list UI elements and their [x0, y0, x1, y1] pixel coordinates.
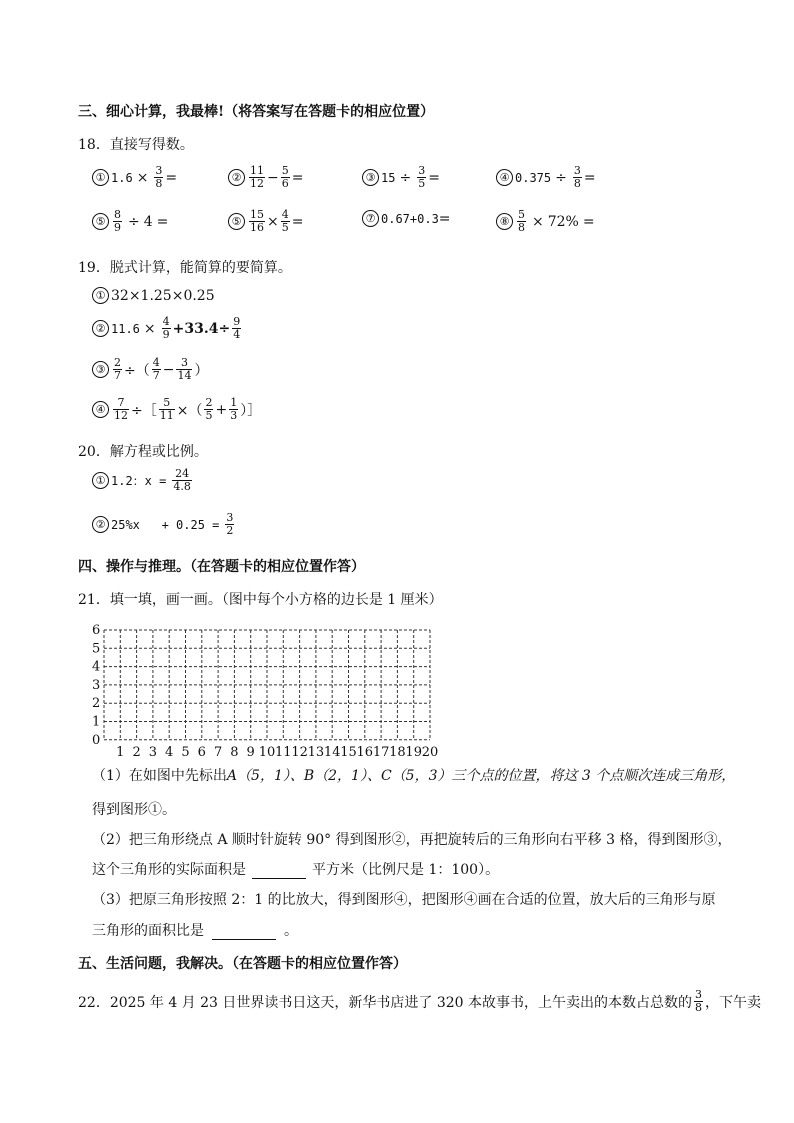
x-tick-label: 19 — [405, 744, 422, 760]
q18-item-6: ⑤ $\frac{15}{16}$ × $\frac{4}{5}$ = — [228, 209, 303, 234]
circle-number: ① — [92, 169, 109, 186]
q19-item-3: ③ $\frac{2}{7}$ ÷（ $\frac{4}{7}$ − $\frac{3}{14}$ ） — [92, 357, 208, 382]
x-tick-label: 9 — [246, 744, 255, 760]
y-tick-label: 3 — [92, 677, 101, 693]
q21-part1-line2: 得到图形①。 — [92, 802, 176, 818]
x-tick-label: 14 — [323, 744, 341, 760]
x-tick-label: 1 — [116, 744, 125, 760]
y-tick-label: 0 — [92, 732, 101, 748]
q19-item-2: ② 11.6 × $\frac{4}{9}$ +33.4÷ $\frac{9}{4}$ — [92, 316, 243, 341]
answer-blank — [212, 925, 276, 940]
x-tick-label: 3 — [148, 744, 158, 760]
q20-item-2: ② 25%x + 0.25 = $\frac{3}{2}$ — [92, 512, 236, 537]
x-tick-label: 20 — [421, 744, 439, 760]
q20-title: 20．解方程或比例。 — [78, 444, 208, 460]
q18-item-5: ⑤ $\frac{8}{9}$ ÷ 4 = — [92, 209, 172, 234]
answer-blank — [252, 864, 306, 879]
q21-part1-line1: （1）在如图中先标出A（5，1）、B（2，1）、C（5，3）三个点的位置，将这 3 个点顺次连成三角形， — [92, 768, 736, 784]
y-tick-label: 1 — [92, 714, 101, 730]
x-tick-label: 16 — [356, 744, 374, 760]
section-4-title: 四、操作与推理。（在答题卡的相应位置作答） — [78, 559, 365, 575]
q18-item-4: ④ 0.375 ÷ $\frac{3}{8}$ = — [496, 165, 596, 190]
y-tick-label: 2 — [92, 696, 101, 712]
q21-part2-line1: （2）把三角形绕点 A 顺时针旋转 90° 得到图形②，再把旋转后的三角形向右平移 3 格，得到图形③， — [92, 832, 732, 848]
q18-item-7: ⑦ 0.67+0.3 = — [362, 210, 451, 227]
q19-title: 19．脱式计算，能简算的要简算。 — [78, 260, 292, 276]
y-tick-label: 4 — [92, 659, 101, 675]
q18-item-3: ③ 15 ÷ $\frac{3}{5}$ = — [362, 165, 440, 190]
q21-part3-line2: 三角形的面积比是 。 — [92, 923, 298, 939]
q21-part2-line2: 这个三角形的实际面积是 平方米（比例尺是 1：100）。 — [92, 862, 500, 878]
q18-item-2: ② $\frac{11}{12}$ − $\frac{5}{6}$ = — [228, 165, 303, 190]
y-tick-label: 5 — [92, 641, 101, 657]
q21-part3-line1: （3）把原三角形按照 2：1 的比放大，得到图形④，把图形④画在合适的位置，放大后的三角形与原 — [92, 892, 716, 908]
x-tick-label: 15 — [340, 744, 357, 760]
x-tick-label: 10 — [258, 744, 276, 760]
q21-title: 21．填一填，画一画。（图中每个小方格的边长是 1 厘米） — [78, 592, 443, 608]
section-5-title: 五、生活问题，我解决。（在答题卡的相应位置作答） — [78, 956, 407, 972]
q20-item-1: ① 1.2：x = $\frac{24}{4.8}$ — [92, 468, 194, 493]
x-tick-label: 2 — [132, 744, 141, 760]
x-tick-label: 18 — [389, 744, 406, 760]
x-tick-label: 6 — [197, 744, 206, 760]
q22-text: 22．2025 年 4 月 23 日世界读书日这天，新华书店进了 320 本故事书，上午卖出的本数占总数的 $\frac{3}{8}$ ，下午卖 — [78, 988, 762, 1014]
x-tick-label: 11 — [275, 744, 292, 760]
q18-item-1: ① 1.6 × $\frac{3}{8}$ = — [92, 165, 177, 190]
x-tick-label: 13 — [307, 744, 325, 760]
x-tick-label: 7 — [213, 744, 223, 760]
x-tick-label: 8 — [230, 744, 239, 760]
x-tick-label: 12 — [291, 744, 308, 760]
q18-item-8: ⑧ $\frac{5}{8}$ × 72% = — [496, 209, 599, 234]
coordinate-grid — [88, 618, 448, 760]
x-tick-label: 5 — [181, 744, 190, 760]
x-tick-label: 17 — [372, 744, 390, 760]
section-3-title: 三、细心计算，我最棒!（将答案写在答题卡的相应位置） — [78, 104, 435, 120]
q18-title: 18．直接写得数。 — [78, 137, 194, 153]
q19-item-1: ① 32×1.25×0.25 — [92, 287, 215, 304]
y-tick-label: 6 — [92, 623, 101, 638]
x-tick-label: 4 — [165, 744, 174, 760]
q19-item-4: ④ $\frac{7}{12}$ ÷［ $\frac{5}{11}$ ×（ $\frac{2}{5}$ + $\frac{1}{3}$ ）］ — [92, 397, 261, 422]
